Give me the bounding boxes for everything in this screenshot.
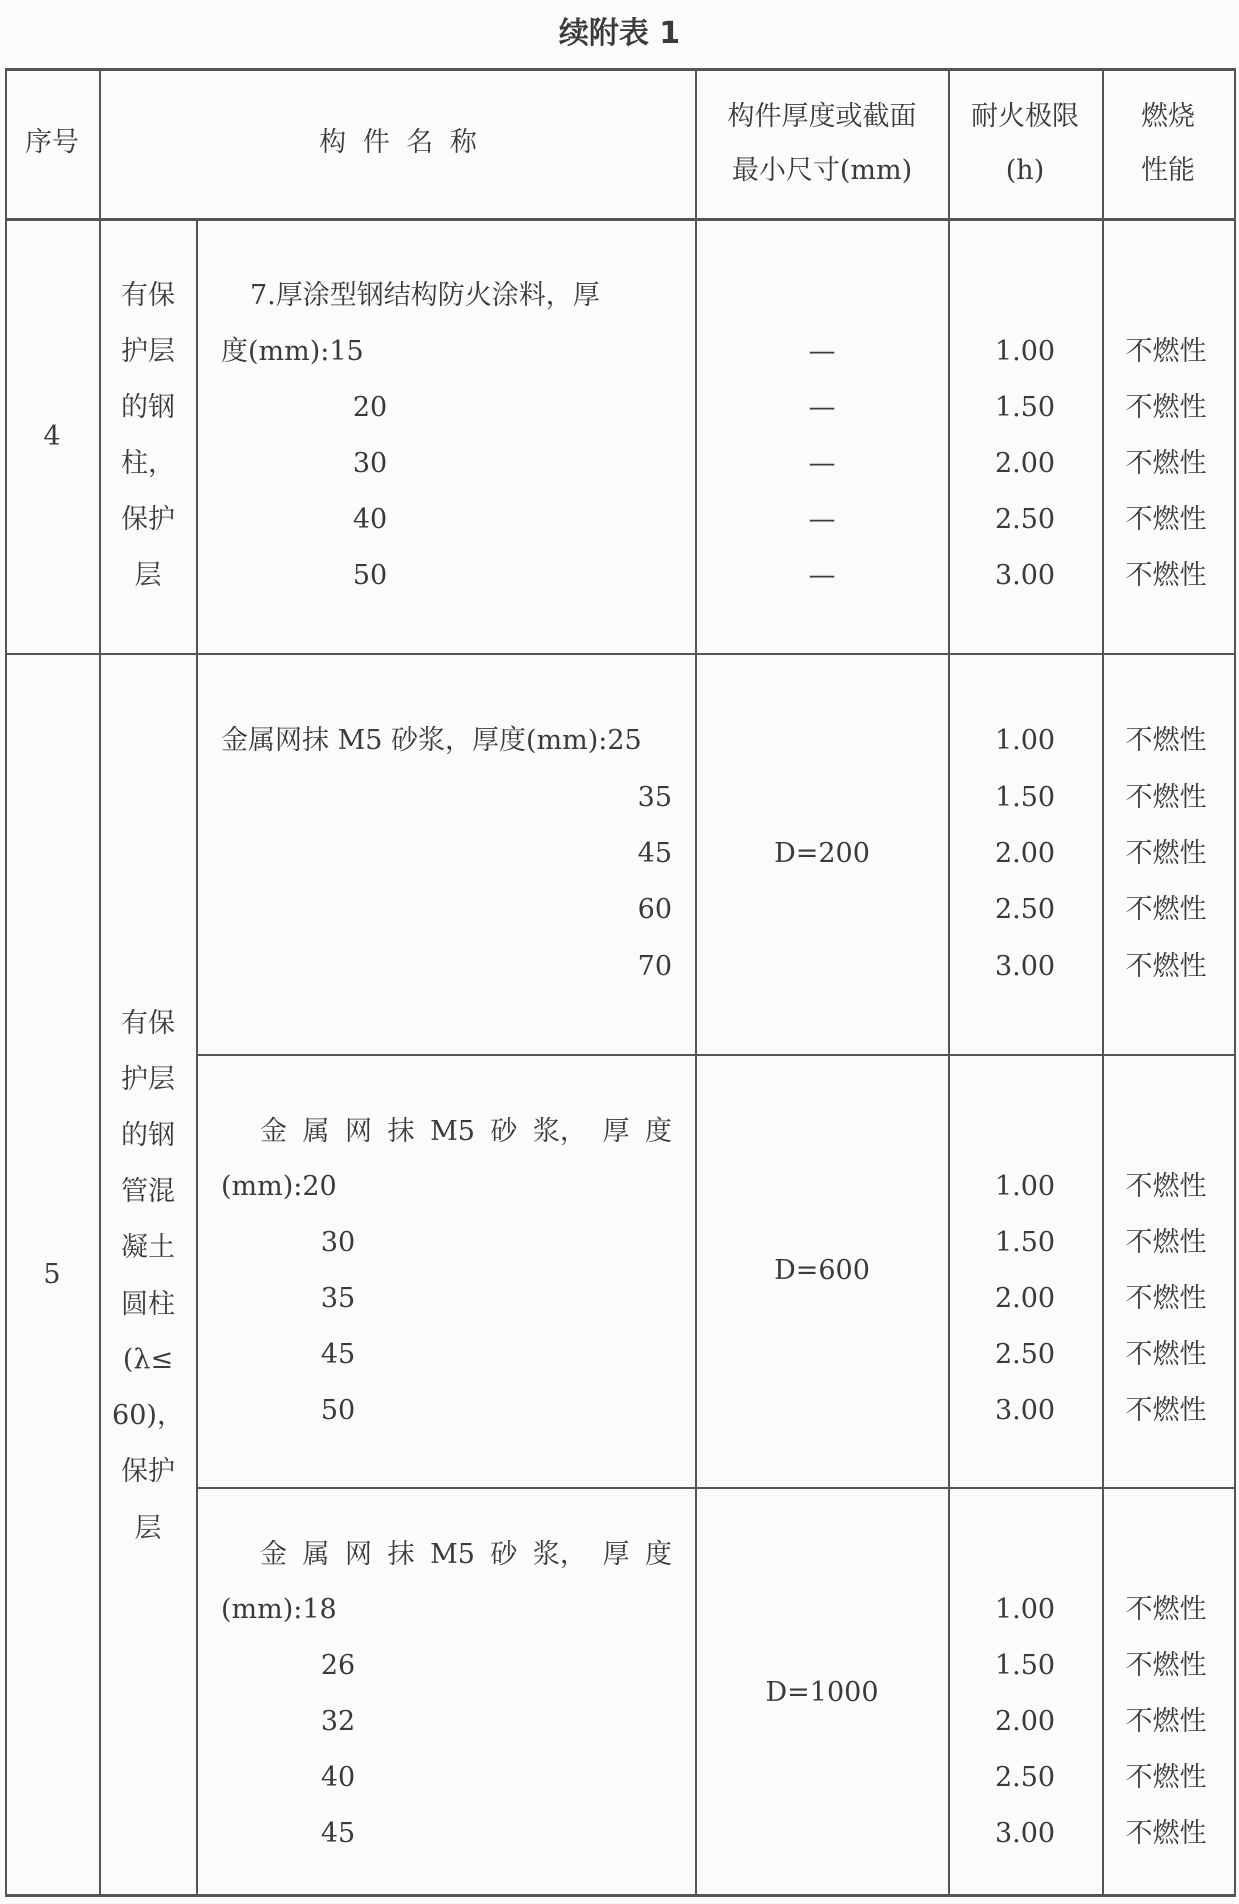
- thickness-value: 26: [320, 1650, 356, 1681]
- combustion-cell: 不燃性: [1125, 838, 1207, 869]
- member-name-word: 砂: [490, 1539, 518, 1570]
- member-name: 度(mm):15: [221, 336, 364, 367]
- fire-limit-cell: 2.50: [994, 1339, 1056, 1370]
- combustion-cell: 不燃性: [1125, 725, 1207, 756]
- fire-limit-cell: 1.50: [994, 1650, 1056, 1681]
- thickness-value: 50: [320, 1395, 356, 1426]
- seq-cell: 5: [43, 1259, 61, 1290]
- member-name-word: 厚: [602, 1539, 630, 1570]
- combustion-cell: 不燃性: [1125, 504, 1207, 535]
- fire-limit-cell: 1.00: [994, 1594, 1056, 1625]
- combustion-cell: 不燃性: [1125, 951, 1207, 982]
- member-name-word: 金: [260, 1539, 287, 1570]
- member-name-word: 度: [644, 1116, 672, 1147]
- fire-limit-cell: 2.00: [994, 1283, 1056, 1314]
- header-limit-unit: (h): [1005, 155, 1045, 186]
- member-name: 金属网抹 M5 砂浆，厚度(mm):25: [221, 725, 642, 756]
- header-limit: 耐火极限: [971, 101, 1079, 132]
- member-name-word: 度: [644, 1539, 672, 1570]
- member-name-word: 浆，: [532, 1539, 587, 1570]
- thickness-value: 35: [320, 1283, 356, 1314]
- combustion-cell: 不燃性: [1125, 1283, 1207, 1314]
- combustion-cell: 不燃性: [1125, 1706, 1207, 1737]
- member-type-label: 层: [134, 560, 162, 591]
- member-name-word: 砂: [490, 1116, 518, 1147]
- combustion-cell: 不燃性: [1125, 392, 1207, 423]
- min-size-cell: D=200: [774, 838, 870, 869]
- thickness-value: 20: [352, 392, 388, 423]
- fire-limit-cell: 3.00: [994, 1818, 1056, 1849]
- member-name-word: 金: [260, 1116, 287, 1147]
- fire-limit-cell: 1.50: [994, 392, 1056, 423]
- thickness-value: 32: [320, 1706, 356, 1737]
- fire-limit-cell: 2.50: [994, 504, 1056, 535]
- thickness-value: 45: [320, 1339, 356, 1370]
- combustion-cell: 不燃性: [1125, 1762, 1207, 1793]
- member-type-label: 管混: [121, 1176, 175, 1207]
- member-type-label: (λ≤: [122, 1344, 174, 1375]
- member-name: (mm):20: [221, 1171, 337, 1202]
- combustion-cell: 不燃性: [1125, 1818, 1207, 1849]
- member-name-word: 属: [302, 1539, 330, 1570]
- fire-limit-cell: 1.00: [994, 725, 1056, 756]
- member-name-word: 厚: [602, 1116, 630, 1147]
- header-combustion-2: 性能: [1141, 155, 1195, 186]
- fire-limit-cell: 1.50: [994, 1227, 1056, 1258]
- member-name: (mm):18: [221, 1594, 337, 1625]
- min-size-cell: —: [808, 560, 836, 591]
- combustion-cell: 不燃性: [1125, 1171, 1207, 1202]
- combustion-cell: 不燃性: [1125, 782, 1207, 813]
- member-name: [260, 1539, 672, 1571]
- member-type-label: 保护: [121, 1456, 175, 1487]
- member-name: 7.厚涂型钢结构防火涂料，厚: [250, 280, 600, 311]
- member-type-label: 保护: [121, 504, 175, 535]
- fire-limit-cell: 3.00: [994, 560, 1056, 591]
- combustion-cell: 不燃性: [1125, 1594, 1207, 1625]
- min-size-cell: D=1000: [765, 1677, 879, 1708]
- combustion-cell: 不燃性: [1125, 448, 1207, 479]
- min-size-cell: —: [808, 448, 836, 479]
- member-type-label: 圆柱: [121, 1289, 175, 1320]
- combustion-cell: 不燃性: [1125, 1227, 1207, 1258]
- header-name: 构 件 名 称: [319, 127, 481, 158]
- thickness-value: 45: [637, 838, 672, 869]
- member-name-word: 抹: [387, 1539, 415, 1570]
- member-type-label: 凝土: [121, 1232, 175, 1263]
- member-name-word: 抹: [387, 1116, 415, 1147]
- member-type-label: 有保: [121, 280, 175, 311]
- min-size-cell: —: [808, 504, 836, 535]
- member-name-word: 属: [302, 1116, 330, 1147]
- member-name-word: 网: [345, 1116, 373, 1147]
- fire-limit-cell: 1.50: [994, 782, 1056, 813]
- fire-limit-cell: 2.50: [994, 894, 1056, 925]
- member-type-label: 护层: [121, 336, 175, 367]
- thickness-value: 70: [637, 951, 672, 982]
- member-type-label: 护层: [121, 1064, 175, 1095]
- fire-limit-cell: 1.00: [994, 336, 1056, 367]
- thickness-value: 60: [637, 894, 672, 925]
- member-name-word: 网: [345, 1539, 373, 1570]
- combustion-cell: 不燃性: [1125, 894, 1207, 925]
- fire-limit-cell: 2.50: [994, 1762, 1056, 1793]
- member-type-label: 的钢: [121, 1120, 175, 1151]
- combustion-cell: 不燃性: [1125, 1395, 1207, 1426]
- fire-limit-cell: 3.00: [994, 1395, 1056, 1426]
- fire-limit-cell: 3.00: [994, 951, 1056, 982]
- min-size-cell: D=600: [774, 1255, 870, 1286]
- thickness-value: 30: [320, 1227, 356, 1258]
- thickness-value: 40: [352, 504, 388, 535]
- member-type-label: 柱，: [121, 448, 175, 479]
- member-type-label: 有保: [121, 1008, 175, 1039]
- min-size-cell: —: [808, 336, 836, 367]
- member-type-label: 的钢: [121, 392, 175, 423]
- header-seq: 序号: [25, 127, 79, 158]
- fire-limit-cell: 1.00: [994, 1171, 1056, 1202]
- fire-limit-cell: 2.00: [994, 448, 1056, 479]
- member-name-word: M5: [430, 1539, 475, 1570]
- thickness-value: 50: [352, 560, 388, 591]
- member-name: [260, 1116, 672, 1148]
- seq-cell: 4: [43, 421, 61, 452]
- header-thickness-unit: 最小尺寸(mm): [731, 155, 913, 186]
- thickness-value: 45: [320, 1818, 356, 1849]
- thickness-value: 35: [637, 782, 672, 813]
- member-name-word: M5: [430, 1116, 475, 1147]
- member-type-label: 60)，: [112, 1400, 184, 1431]
- combustion-cell: 不燃性: [1125, 560, 1207, 591]
- combustion-cell: 不燃性: [1125, 336, 1207, 367]
- min-size-cell: —: [808, 392, 836, 423]
- fire-limit-cell: 2.00: [994, 1706, 1056, 1737]
- header-thickness: 构件厚度或截面: [727, 101, 917, 132]
- header-combustion: 燃烧: [1141, 101, 1195, 132]
- thickness-value: 30: [352, 448, 388, 479]
- member-type-label: 层: [134, 1513, 162, 1544]
- thickness-value: 40: [320, 1762, 356, 1793]
- member-name-word: 浆，: [532, 1116, 587, 1147]
- combustion-cell: 不燃性: [1125, 1650, 1207, 1681]
- table-title: 续附表 1: [558, 16, 681, 51]
- fire-limit-cell: 2.00: [994, 838, 1056, 869]
- combustion-cell: 不燃性: [1125, 1339, 1207, 1370]
